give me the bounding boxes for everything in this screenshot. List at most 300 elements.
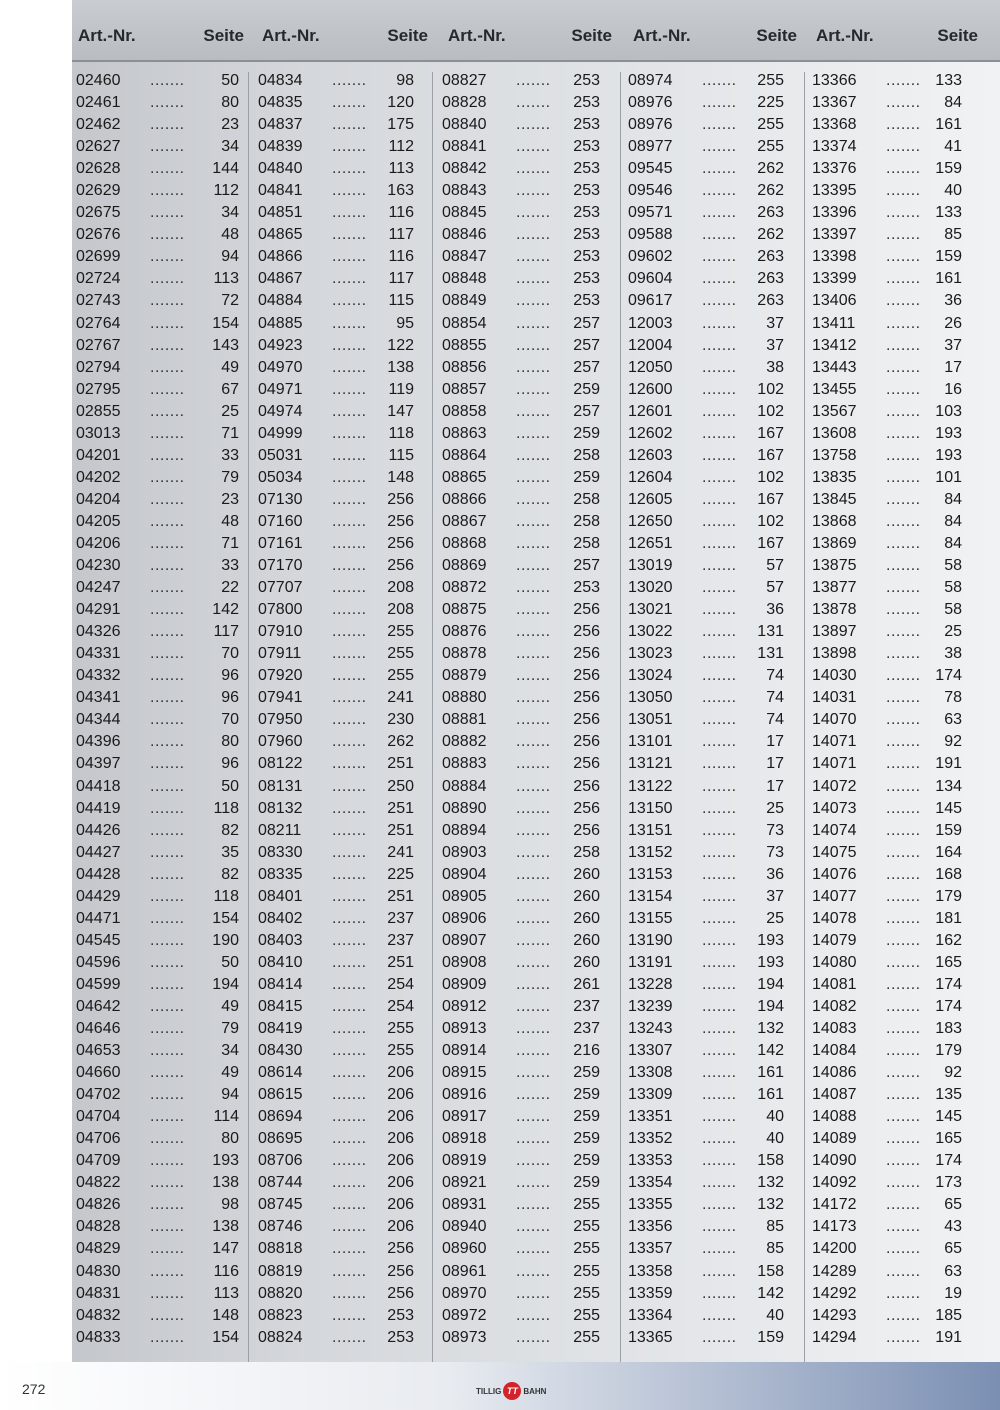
page-reference: 40 <box>766 1108 784 1126</box>
index-row <box>442 599 600 621</box>
index-row <box>258 158 414 180</box>
index-row <box>258 533 414 555</box>
article-number: 13308 <box>628 1064 673 1082</box>
page-reference: 174 <box>935 1152 962 1170</box>
article-number: 07911 <box>258 645 302 663</box>
article-number: 14071 <box>812 733 857 751</box>
index-row <box>628 1305 784 1327</box>
leader-dots: ....... <box>516 380 551 398</box>
page-reference: 147 <box>212 1240 239 1258</box>
leader-dots: ....... <box>702 534 737 552</box>
leader-dots: ....... <box>516 94 551 112</box>
page-reference: 94 <box>221 1086 239 1104</box>
article-number: 14077 <box>812 887 857 905</box>
article-number: 04642 <box>76 997 121 1015</box>
page-reference: 256 <box>387 1262 414 1280</box>
article-number: 12003 <box>628 314 673 332</box>
page-reference: 206 <box>387 1152 414 1170</box>
leader-dots: ....... <box>332 953 367 971</box>
leader-dots: ....... <box>150 953 185 971</box>
article-number: 08744 <box>258 1174 303 1192</box>
index-row <box>812 820 962 842</box>
page-reference: 37 <box>766 336 784 354</box>
article-number: 03013 <box>76 424 121 442</box>
page-reference: 36 <box>766 601 784 619</box>
article-number: 08827 <box>442 72 487 89</box>
index-row <box>76 1261 239 1283</box>
index-row <box>76 511 239 533</box>
page-reference: 142 <box>212 601 239 619</box>
leader-dots: ....... <box>702 226 737 244</box>
leader-dots: ....... <box>886 689 921 707</box>
page-reference: 134 <box>935 777 962 795</box>
article-number: 08884 <box>442 777 487 795</box>
page-reference: 161 <box>757 1086 784 1104</box>
leader-dots: ....... <box>886 94 921 112</box>
index-row <box>76 776 239 798</box>
page-reference: 258 <box>573 512 600 530</box>
index-row <box>628 1128 784 1150</box>
page-reference: 63 <box>944 711 962 729</box>
page-reference: 258 <box>573 843 600 861</box>
leader-dots: ....... <box>702 512 737 530</box>
leader-dots: ....... <box>332 1218 367 1236</box>
index-row <box>76 467 239 489</box>
index-row <box>812 224 962 246</box>
leader-dots: ....... <box>516 336 551 354</box>
index-row <box>442 731 600 753</box>
page-reference: 206 <box>387 1108 414 1126</box>
article-number: 13243 <box>628 1020 673 1038</box>
article-number: 14070 <box>812 711 857 729</box>
page-reference: 253 <box>573 72 600 89</box>
leader-dots: ....... <box>150 1240 185 1258</box>
article-number: 13868 <box>812 512 857 530</box>
leader-dots: ....... <box>886 424 921 442</box>
leader-dots: ....... <box>702 887 737 905</box>
index-row <box>442 445 600 467</box>
article-number: 04247 <box>76 579 121 597</box>
article-number: 12600 <box>628 380 673 398</box>
index-column-3 <box>442 70 600 1354</box>
index-row <box>812 1238 962 1260</box>
page-reference: 165 <box>935 1130 962 1148</box>
article-number: 14086 <box>812 1064 857 1082</box>
article-number: 13406 <box>812 292 857 310</box>
leader-dots: ....... <box>332 512 367 530</box>
article-number: 08972 <box>442 1306 487 1324</box>
index-row <box>76 820 239 842</box>
index-row <box>76 731 239 753</box>
page-reference: 37 <box>766 314 784 332</box>
index-row <box>76 1040 239 1062</box>
page-margin <box>0 0 72 1362</box>
leader-dots: ....... <box>886 843 921 861</box>
index-row <box>628 1040 784 1062</box>
index-row <box>76 313 239 335</box>
page-reference: 253 <box>573 248 600 266</box>
index-row <box>76 1062 239 1084</box>
article-number: 08872 <box>442 579 487 597</box>
page-reference: 259 <box>573 468 600 486</box>
leader-dots: ....... <box>150 1196 185 1214</box>
article-number: 08917 <box>442 1108 487 1126</box>
article-number: 13365 <box>628 1328 673 1346</box>
page-reference: 257 <box>573 557 600 575</box>
index-row <box>258 290 414 312</box>
article-number: 04828 <box>76 1218 121 1236</box>
index-row <box>258 1128 414 1150</box>
leader-dots: ....... <box>150 689 185 707</box>
article-number: 09571 <box>628 204 673 222</box>
index-row <box>442 1150 600 1172</box>
leader-dots: ....... <box>150 1108 185 1126</box>
index-row <box>442 1327 600 1349</box>
article-number: 04867 <box>258 270 303 288</box>
index-row <box>76 1018 239 1040</box>
page-reference: 237 <box>573 1020 600 1038</box>
article-number: 04332 <box>76 667 121 685</box>
index-row <box>628 202 784 224</box>
article-number: 04831 <box>76 1284 121 1302</box>
leader-dots: ....... <box>886 336 921 354</box>
leader-dots: ....... <box>886 534 921 552</box>
index-row <box>76 1238 239 1260</box>
page-reference: 133 <box>935 204 962 222</box>
article-number: 02743 <box>76 292 121 310</box>
page-reference: 49 <box>221 997 239 1015</box>
page-reference: 255 <box>387 623 414 641</box>
leader-dots: ....... <box>516 1218 551 1236</box>
page-reference: 96 <box>221 755 239 773</box>
leader-dots: ....... <box>702 777 737 795</box>
article-number: 09602 <box>628 248 673 266</box>
page-reference: 40 <box>766 1306 784 1324</box>
article-number: 14084 <box>812 1042 857 1060</box>
article-number: 08706 <box>258 1152 303 1170</box>
article-number: 14173 <box>812 1218 857 1236</box>
page-reference: 255 <box>573 1306 600 1324</box>
page-reference: 95 <box>396 314 414 332</box>
article-number: 02794 <box>76 358 121 376</box>
leader-dots: ....... <box>332 270 367 288</box>
index-row <box>442 290 600 312</box>
leader-dots: ....... <box>886 601 921 619</box>
page-reference: 118 <box>213 887 239 905</box>
leader-dots: ....... <box>702 380 737 398</box>
index-row <box>812 1128 962 1150</box>
article-number: 13567 <box>812 402 857 420</box>
article-number: 02628 <box>76 160 121 178</box>
article-number: 13443 <box>812 358 857 376</box>
article-number: 13353 <box>628 1152 673 1170</box>
index-row <box>76 753 239 775</box>
leader-dots: ....... <box>886 160 921 178</box>
index-row <box>812 709 962 731</box>
leader-dots: ....... <box>886 72 921 89</box>
header-column-1 <box>72 26 244 50</box>
leader-dots: ....... <box>150 1086 185 1104</box>
index-row <box>628 1238 784 1260</box>
page-reference: 159 <box>935 821 962 839</box>
index-row <box>258 423 414 445</box>
article-number: 05034 <box>258 468 303 486</box>
article-number: 13367 <box>812 94 857 112</box>
index-row <box>812 467 962 489</box>
article-number: 05031 <box>258 446 303 464</box>
index-row <box>812 313 962 335</box>
article-number: 04419 <box>76 799 121 817</box>
leader-dots: ....... <box>886 402 921 420</box>
page-reference: 50 <box>221 72 239 89</box>
index-row <box>812 401 962 423</box>
leader-dots: ....... <box>702 667 737 685</box>
leader-dots: ....... <box>702 953 737 971</box>
index-row <box>442 820 600 842</box>
leader-dots: ....... <box>702 755 737 773</box>
page-reference: 103 <box>935 402 962 420</box>
leader-dots: ....... <box>516 1284 551 1302</box>
leader-dots: ....... <box>150 424 185 442</box>
article-number: 13355 <box>628 1196 673 1214</box>
leader-dots: ....... <box>150 358 185 376</box>
article-number: 07910 <box>258 623 303 641</box>
index-row <box>76 621 239 643</box>
leader-dots: ....... <box>332 931 367 949</box>
article-number: 08211 <box>258 821 302 839</box>
index-row <box>628 1216 784 1238</box>
index-row <box>628 92 784 114</box>
index-row <box>812 599 962 621</box>
page-reference: 260 <box>573 887 600 905</box>
index-row <box>628 665 784 687</box>
leader-dots: ....... <box>702 490 737 508</box>
page-reference: 259 <box>573 1130 600 1148</box>
page-reference: 257 <box>573 336 600 354</box>
page-reference: 114 <box>213 1108 239 1126</box>
article-number: 07960 <box>258 733 303 751</box>
index-row <box>76 1106 239 1128</box>
index-row <box>442 268 600 290</box>
article-number: 08855 <box>442 336 487 354</box>
leader-dots: ....... <box>150 226 185 244</box>
leader-dots: ....... <box>516 160 551 178</box>
article-number: 07950 <box>258 711 303 729</box>
article-number: 04706 <box>76 1130 121 1148</box>
article-number: 13122 <box>628 777 673 795</box>
page-reference: 256 <box>573 777 600 795</box>
article-number: 13121 <box>628 755 673 773</box>
index-row <box>258 886 414 908</box>
article-number: 08906 <box>442 909 487 927</box>
article-number: 08940 <box>442 1218 487 1236</box>
leader-dots: ....... <box>150 1284 185 1302</box>
leader-dots: ....... <box>702 204 737 222</box>
article-number: 08131 <box>258 777 303 795</box>
index-table <box>72 62 1000 1362</box>
leader-dots: ....... <box>702 446 737 464</box>
leader-dots: ....... <box>702 468 737 486</box>
article-number: 13101 <box>628 733 673 751</box>
page-reference: 253 <box>573 292 600 310</box>
page-reference: 84 <box>944 490 962 508</box>
index-row <box>258 776 414 798</box>
leader-dots: ....... <box>886 490 921 508</box>
index-row <box>812 864 962 886</box>
article-number: 04396 <box>76 733 121 751</box>
page-reference: 194 <box>212 975 239 993</box>
leader-dots: ....... <box>150 909 185 927</box>
index-row <box>442 92 600 114</box>
index-row <box>442 930 600 952</box>
index-row <box>628 445 784 467</box>
leader-dots: ....... <box>150 843 185 861</box>
header-column-5 <box>810 26 978 50</box>
article-number: 08918 <box>442 1130 487 1148</box>
leader-dots: ....... <box>150 1328 185 1346</box>
index-row <box>258 842 414 864</box>
page-reference: 262 <box>757 226 784 244</box>
page-reference: 259 <box>573 1174 600 1192</box>
page-reference: 116 <box>388 204 414 222</box>
page-reference: 250 <box>387 777 414 795</box>
index-row <box>628 886 784 908</box>
header-column-2 <box>256 26 428 50</box>
index-row <box>258 136 414 158</box>
page-reference: 162 <box>935 931 962 949</box>
leader-dots: ....... <box>516 843 551 861</box>
page-reference: 154 <box>212 909 239 927</box>
leader-dots: ....... <box>886 1108 921 1126</box>
index-row <box>628 467 784 489</box>
article-number: 08921 <box>442 1174 487 1192</box>
page-reference: 84 <box>944 534 962 552</box>
index-row <box>258 1084 414 1106</box>
index-row <box>76 842 239 864</box>
page-reference: 131 <box>757 645 784 663</box>
index-row <box>812 1018 962 1040</box>
index-row <box>628 1150 784 1172</box>
leader-dots: ....... <box>332 72 367 89</box>
leader-dots: ....... <box>702 1108 737 1126</box>
page-reference: 25 <box>944 623 962 641</box>
article-number: 08970 <box>442 1284 487 1302</box>
page-reference: 251 <box>387 799 414 817</box>
leader-dots: ....... <box>150 755 185 773</box>
leader-dots: ....... <box>150 292 185 310</box>
page-reference: 145 <box>935 799 962 817</box>
index-row <box>76 952 239 974</box>
seite-heading: Seite <box>756 26 797 45</box>
leader-dots: ....... <box>516 1306 551 1324</box>
page-reference: 82 <box>221 821 239 839</box>
page-reference: 181 <box>935 909 962 927</box>
index-row <box>628 908 784 930</box>
page-reference: 101 <box>935 468 962 486</box>
index-row <box>76 555 239 577</box>
index-row <box>812 1084 962 1106</box>
page-reference: 43 <box>944 1218 962 1236</box>
index-row <box>812 92 962 114</box>
page-reference: 257 <box>573 358 600 376</box>
page-reference: 22 <box>221 579 239 597</box>
index-row <box>258 1327 414 1349</box>
article-number: 08865 <box>442 468 487 486</box>
leader-dots: ....... <box>516 204 551 222</box>
page-reference: 183 <box>935 1020 962 1038</box>
article-number: 04840 <box>258 160 303 178</box>
leader-dots: ....... <box>702 72 737 89</box>
page-reference: 256 <box>573 799 600 817</box>
article-number: 07920 <box>258 667 303 685</box>
leader-dots: ....... <box>516 953 551 971</box>
page-reference: 191 <box>935 1328 962 1346</box>
leader-dots: ....... <box>516 975 551 993</box>
index-row <box>258 753 414 775</box>
leader-dots: ....... <box>702 689 737 707</box>
index-row <box>442 1084 600 1106</box>
page-reference: 41 <box>944 138 962 156</box>
leader-dots: ....... <box>702 1020 737 1038</box>
index-row <box>812 996 962 1018</box>
article-number: 04832 <box>76 1306 121 1324</box>
article-number: 13050 <box>628 689 673 707</box>
page-reference: 98 <box>221 1196 239 1214</box>
leader-dots: ....... <box>332 843 367 861</box>
index-row <box>812 1261 962 1283</box>
article-number: 04702 <box>76 1086 121 1104</box>
page-reference: 73 <box>766 843 784 861</box>
article-number: 14071 <box>812 755 857 773</box>
page-reference: 253 <box>573 204 600 222</box>
leader-dots: ....... <box>516 777 551 795</box>
article-number: 14078 <box>812 909 857 927</box>
article-number: 13022 <box>628 623 673 641</box>
article-number: 13351 <box>628 1108 673 1126</box>
index-row <box>812 1216 962 1238</box>
article-number: 02855 <box>76 402 121 420</box>
page-reference: 117 <box>213 623 239 641</box>
article-number: 13356 <box>628 1218 673 1236</box>
article-number: 13395 <box>812 182 857 200</box>
article-number: 07161 <box>258 534 303 552</box>
leader-dots: ....... <box>702 402 737 420</box>
article-number: 14172 <box>812 1196 857 1214</box>
leader-dots: ....... <box>886 711 921 729</box>
article-number: 08419 <box>258 1020 303 1038</box>
leader-dots: ....... <box>702 424 737 442</box>
leader-dots: ....... <box>150 711 185 729</box>
article-number: 14080 <box>812 953 857 971</box>
article-number: 04291 <box>76 601 121 619</box>
index-row <box>812 511 962 533</box>
index-row <box>812 1194 962 1216</box>
leader-dots: ....... <box>886 1064 921 1082</box>
page-reference: 263 <box>757 270 784 288</box>
article-number: 08846 <box>442 226 487 244</box>
article-number: 04833 <box>76 1328 121 1346</box>
article-number: 04418 <box>76 777 121 795</box>
leader-dots: ....... <box>516 865 551 883</box>
page-reference: 256 <box>573 821 600 839</box>
column-divider <box>620 72 621 1362</box>
page-reference: 225 <box>387 865 414 883</box>
leader-dots: ....... <box>516 314 551 332</box>
art-nr-heading: Art.-Nr. <box>448 26 506 45</box>
leader-dots: ....... <box>150 534 185 552</box>
leader-dots: ....... <box>150 667 185 685</box>
page-reference: 102 <box>757 468 784 486</box>
